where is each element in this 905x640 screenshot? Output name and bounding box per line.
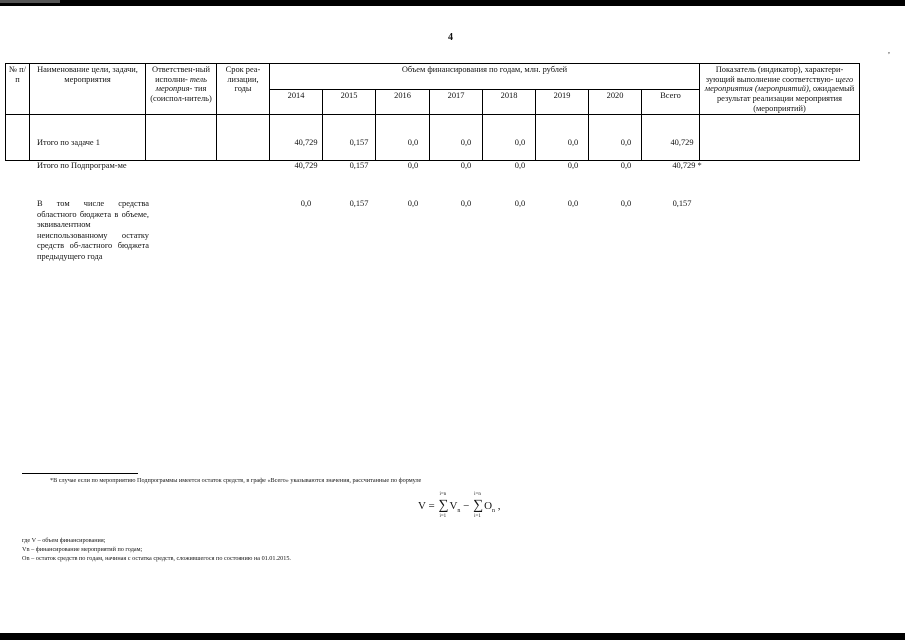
year-header: 2015 (323, 89, 376, 115)
cell-value: 0,0 (460, 161, 472, 170)
footnote-divider (22, 473, 138, 474)
legend-line: On – остаток средств по годам, начиная с остатка средств, сложившегося по состоянию на 01.01.2015. (22, 554, 291, 562)
row-label: В том числе средства областного бюджета в объеме, эквивалентном неиспользованному остатку средств об-ластного бюджета предыдущего года (37, 199, 149, 261)
cell-value: 0,0 (567, 138, 579, 147)
cell-value: 0,0 (514, 138, 526, 147)
cell-value: 0,0 (567, 161, 579, 170)
col-header-term: Срок реа-лизации, годы (217, 64, 270, 115)
col-header-responsible: Ответствен-ный исполни- тель мероприя- тия (соиспол-нитель) (146, 64, 217, 115)
legend-line: Vn – финансирование мероприятий по годам; (22, 545, 143, 553)
row-label: Итого по задаче 1 (37, 138, 100, 147)
cell-value: 40,729 * (672, 161, 702, 170)
year-header: 2017 (430, 89, 483, 115)
year-header: 2016 (376, 89, 430, 115)
cell-value: 40,729 (294, 138, 318, 147)
year-header: 2019 (536, 89, 589, 115)
cell-value: 0,0 (620, 138, 632, 147)
cell-value: 0,0 (620, 161, 632, 170)
cell-value: 0,157 (349, 199, 369, 208)
formula-legend (22, 537, 291, 564)
col-header-indicator: Показатель (индикатор), характери-зующий выполнение соответствую- щего мероприятия (мероприятий), ожидаемый результат реализации мероприятия (мероприятий) (700, 64, 860, 115)
cell-value: 0,157 (672, 199, 692, 208)
page-number: 4 (448, 32, 453, 43)
cell-value: 0,0 (514, 199, 526, 208)
top-left-mark (0, 0, 60, 3)
cell-value: 0,0 (407, 161, 419, 170)
top-border-bar (0, 0, 905, 6)
year-header: 2014 (270, 89, 323, 115)
cell-value: 0,0 (460, 138, 472, 147)
edge-mark: , (888, 46, 890, 55)
year-header: 2018 (483, 89, 536, 115)
col-header-funding: Объем финансирования по годам, млн. рублей (270, 64, 700, 90)
year-header: 2020 (589, 89, 642, 115)
footnote: *В случае если по мероприятию Подпрограммы имеется остаток средств, в графе «Всего» указываются значения, рассчитанные по формуле (50, 477, 422, 484)
col-header-name: Наименование цели, задачи, мероприятия (30, 64, 146, 115)
total-header: Всего (642, 89, 700, 115)
cell-value: 0,0 (567, 199, 579, 208)
cell-value: 0,157 (349, 138, 369, 147)
formula: V = ∑ i=n i=1 $V_n$ − ∑ i=n i=1 $O_n$ , (418, 492, 501, 519)
cell-value: 0,0 (407, 199, 419, 208)
cell-value: 0,0 (620, 199, 632, 208)
cell-value: 0,157 (349, 161, 369, 170)
cell-value: 0,0 (300, 199, 312, 208)
cell-value: 0,0 (514, 161, 526, 170)
cell-value: 0,0 (460, 199, 472, 208)
cell-value: 40,729 (670, 138, 694, 147)
legend-line: где V – объем финансирования; (22, 537, 106, 544)
row-label: Итого по Подпрограм-ме (37, 161, 127, 170)
col-header-number: № п/п (6, 64, 30, 115)
cell-value: 40,729 (294, 161, 318, 170)
bottom-border-bar (0, 633, 905, 640)
cell-value: 0,0 (407, 138, 419, 147)
